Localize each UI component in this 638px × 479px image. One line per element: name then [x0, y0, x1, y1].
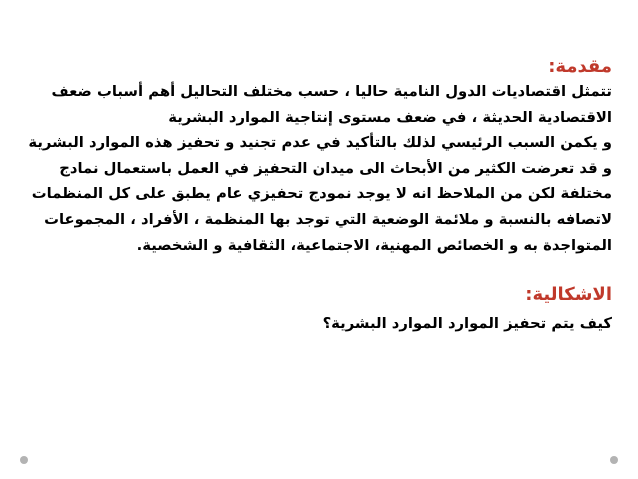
intro-paragraph	[22, 79, 612, 258]
problem-question: كيف يتم تحفيز الموارد الموارد البشرية؟	[322, 315, 612, 332]
intro-line-3: و يكمن السبب الرئيسي لذلك بالتأكيد في عدم تجنيد و تحفيز هذه الموارد البشرية	[28, 134, 612, 152]
left-nav-dot[interactable]	[20, 456, 28, 464]
intro-line-2: الاقتصادية الحديثة ، في ضعف مستوى إنتاجية الموارد البشرية	[168, 108, 612, 126]
intro-heading: مقدمة:	[548, 56, 612, 77]
intro-line-5: مختلفة لكن من الملاحظ انه لا يوجد نمودج تحفيزي عام يطبق على كل المنظمات	[31, 185, 612, 203]
intro-line-6: لاتصافه بالنسبة و ملائمة الوضعية التي توجد بها المنظمة ، الأفراد ، المجموعات	[44, 210, 612, 228]
problem-paragraph	[22, 311, 612, 337]
problem-heading: الاشكالية:	[525, 284, 612, 305]
intro-line-4: و قد تعرضت الكثير من الأبحاث الى ميدان التحفيز في العمل باستعمال نمادج	[59, 159, 612, 177]
intro-line-7: المتواجدة به و الخصائص المهنية، الاجتماعية، الثقافية و الشخصية.	[136, 236, 612, 254]
intro-line-1: تتمثل اقتصاديات الدول النامية حاليا ، حسب مختلف التحاليل أهم أسباب ضعف	[51, 83, 612, 100]
right-nav-dot[interactable]	[610, 456, 618, 464]
